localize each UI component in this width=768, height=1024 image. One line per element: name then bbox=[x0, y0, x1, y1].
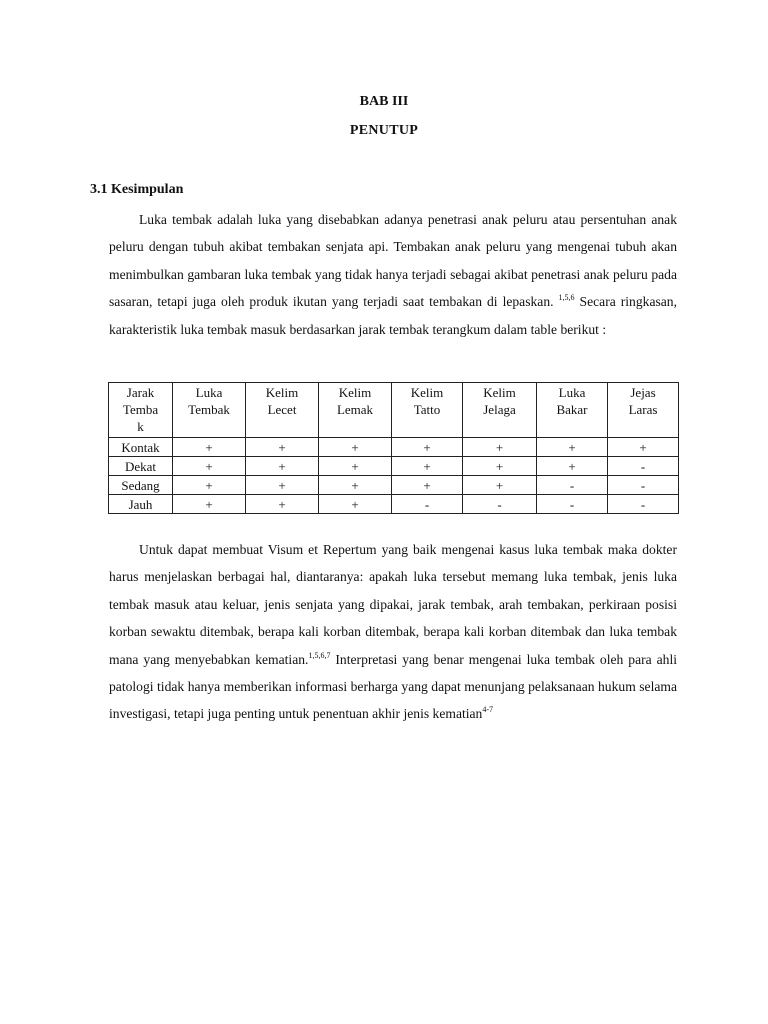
table-cell: + bbox=[246, 476, 319, 495]
table-cell: + bbox=[319, 438, 392, 457]
paragraph-visum-text-b: Interpretasi yang benar mengenai luka tembak oleh para ahli patologi tidak hanya memberikan informasi berharga yang dapat menunjang pelaksanaan hukum selama investigasi, tetapi juga penting untuk penentuan akhir jenis kematian bbox=[109, 651, 677, 722]
paragraph-visum bbox=[109, 536, 677, 728]
table-cell: Sedang bbox=[109, 476, 173, 495]
paragraph-visum-text-a: Untuk dapat membuat Visum et Repertum yang baik mengenai kasus luka tembak maka dokter harus menjelaskan berbagai hal, diantaranya: apakah luka tersebut memang luka tembak, jenis luka tembak masuk atau keluar, jenis senjata yang dipakai, jarak tembak, arah tembakan, perkiraan posisi korban sewaktu ditembak, berapa kali korban ditembak, berapa kali korban ditembak dan luka tembak mana yang menyebabkan kematian. bbox=[109, 542, 677, 667]
table-cell: - bbox=[463, 495, 537, 514]
table-cell: + bbox=[608, 438, 679, 457]
table-cell: + bbox=[173, 457, 246, 476]
table-cell: Jauh bbox=[109, 495, 173, 514]
table-cell: - bbox=[537, 476, 608, 495]
table-header-cell: Kelim Lecet bbox=[246, 383, 319, 438]
table-cell: + bbox=[392, 457, 463, 476]
table-cell: + bbox=[246, 438, 319, 457]
table-row bbox=[109, 495, 679, 514]
paragraph-intro-text-b: Secara ringkasan, karakteristik luka tembak masuk berdasarkan jarak tembak terangkum dalam table berikut : bbox=[109, 294, 677, 337]
table-cell: + bbox=[463, 457, 537, 476]
table-header-cell: Kelim Tatto bbox=[392, 383, 463, 438]
table-cell: + bbox=[246, 495, 319, 514]
table-cell: + bbox=[463, 438, 537, 457]
table-cell: + bbox=[463, 476, 537, 495]
gunshot-characteristics-table bbox=[108, 382, 679, 514]
table-cell: - bbox=[608, 476, 679, 495]
table-header-cell: Kelim Jelaga bbox=[463, 383, 537, 438]
table-cell: - bbox=[608, 457, 679, 476]
table-cell: + bbox=[173, 438, 246, 457]
table-cell: + bbox=[173, 476, 246, 495]
table-cell: - bbox=[608, 495, 679, 514]
table-cell: + bbox=[392, 438, 463, 457]
table-cell: Kontak bbox=[109, 438, 173, 457]
table-cell: + bbox=[392, 476, 463, 495]
table-cell: + bbox=[246, 457, 319, 476]
citation-ref: 1,5,6,7 bbox=[308, 650, 331, 660]
table-header-cell: Jarak Temba k bbox=[109, 383, 173, 438]
citation-ref: 1,5,6 bbox=[558, 293, 575, 303]
table-cell: + bbox=[173, 495, 246, 514]
table-header-cell: Jejas Laras bbox=[608, 383, 679, 438]
table-cell: + bbox=[537, 457, 608, 476]
table-row bbox=[109, 457, 679, 476]
table-cell: Dekat bbox=[109, 457, 173, 476]
chapter-title: PENUTUP bbox=[349, 123, 419, 138]
table-row bbox=[109, 476, 679, 495]
paragraph-intro bbox=[109, 206, 677, 343]
table-header-cell: Luka Tembak bbox=[173, 383, 246, 438]
table-cell: - bbox=[392, 495, 463, 514]
paragraph-intro-text-a: Luka tembak adalah luka yang disebabkan adanya penetrasi anak peluru atau persentuhan anak peluru dengan tubuh akibat tembakan senjata api. Tembakan anak peluru yang mengenai tubuh akan menimbulkan gambaran luka tembak yang tidak hanya terjadi sebagai akibat penetrasi anak peluru pada sasaran, tetapi juga oleh produk ikutan yang terjadi saat tembakan di lepaskan. bbox=[109, 212, 677, 310]
table-header-cell: Kelim Lemak bbox=[319, 383, 392, 438]
table-cell: + bbox=[319, 457, 392, 476]
section-heading: 3.1 Kesimpulan bbox=[90, 182, 184, 197]
table-header-row bbox=[109, 383, 679, 438]
table-cell: + bbox=[537, 438, 608, 457]
table-cell: + bbox=[319, 476, 392, 495]
table-cell: - bbox=[537, 495, 608, 514]
table-header-cell: Luka Bakar bbox=[537, 383, 608, 438]
chapter-number: BAB III bbox=[359, 94, 409, 109]
citation-ref: 4-7 bbox=[482, 705, 494, 715]
table-row bbox=[109, 438, 679, 457]
table-cell: + bbox=[319, 495, 392, 514]
